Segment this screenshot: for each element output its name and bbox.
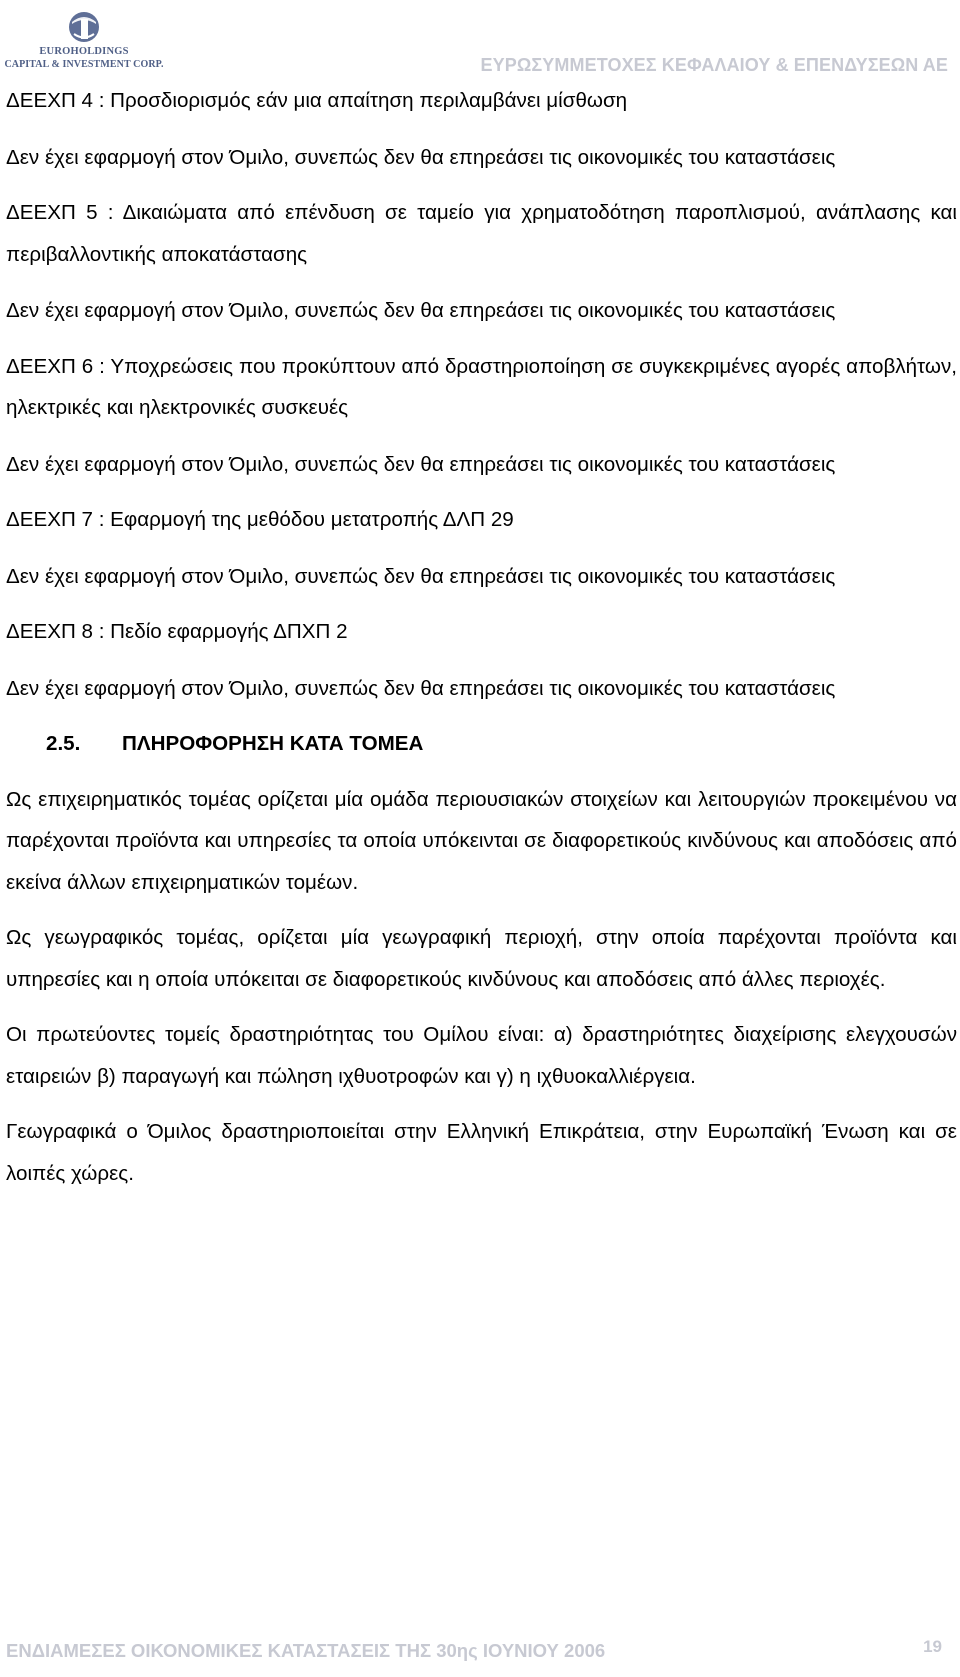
logo-text-line2: CAPITAL & INVESTMENT CORP.: [4, 59, 164, 70]
section-number: 2.5.: [46, 732, 81, 755]
section-paragraph: Ως γεωγραφικός τομέας, ορίζεται μία γεωγραφική περιοχή, στην οποία παρέχονται προϊόντα και υπηρεσίες και η οποία υπόκειται σε διαφορετικούς κινδύνους και αποδόσεις από άλλες περιοχές.: [6, 926, 957, 991]
standard-note: Δεν έχει εφαρμογή στον Όμιλο, συνεπώς δεν θα επηρεάσει τις οικονομικές του καταστάσεις: [6, 452, 836, 476]
company-name-header: ΕΥΡΩΣΥΜΜΕΤΟΧΕΣ ΚΕΦΑΛΑΙΟΥ & ΕΠΕΝΔΥΣΕΩΝ ΑΕ: [480, 55, 948, 75]
section-title-text: ΠΛΗΡΟΦΟΡΗΣΗ ΚΑΤΑ ΤΟΜΕΑ: [122, 732, 424, 755]
standard-heading: ΔΕΕΧΠ 7 : Εφαρμογή της μεθόδου μετατροπής ΔΛΠ 29: [6, 508, 514, 531]
logo-text-line1: EUROHOLDINGS: [39, 46, 129, 57]
section-paragraph: Οι πρωτεύοντες τομείς δραστηριότητας του Ομίλου είναι: α) δραστηριότητες διαχείρισης ελεγχουσών εταιρειών β) παραγωγή και πώληση ιχθυοτροφών και γ) η ιχθυοκαλλιέργεια.: [6, 1023, 957, 1088]
footer-title: ΕΝΔΙΑΜΕΣΕΣ ΟΙΚΟΝΟΜΙΚΕΣ ΚΑΤΑΣΤΑΣΕΙΣ ΤΗΣ 30ης ΙΟΥΝΙΟΥ 2006: [6, 1640, 606, 1661]
page-footer: [0, 1628, 960, 1668]
section-paragraph: Γεωγραφικά ο Όμιλος δραστηριοποιείται στην Ελληνική Επικράτεια, στην Ευρωπαϊκή Ένωση και σε λοιπές χώρες.: [6, 1120, 957, 1185]
standard-heading: ΔΕΕΧΠ 6 : Υποχρεώσεις που προκύπτουν από δραστηριοποίηση σε συγκεκριμένες αγορές αποβλήτων, ηλεκτρικές και ηλεκτρονικές συσκευές: [6, 354, 957, 419]
standard-note: Δεν έχει εφαρμογή στον Όμιλο, συνεπώς δεν θα επηρεάσει τις οικονομικές του καταστάσεις: [6, 676, 836, 700]
standard-note: Δεν έχει εφαρμογή στον Όμιλο, συνεπώς δεν θα επηρεάσει τις οικονομικές του καταστάσεις: [6, 299, 836, 322]
page-number: 19: [923, 1637, 942, 1656]
standard-note: Δεν έχει εφαρμογή στον Όμιλο, συνεπώς δεν θα επηρεάσει τις οικονομικές του καταστάσεις: [6, 145, 836, 169]
standard-heading: ΔΕΕΧΠ 5 : Δικαιώματα από επένδυση σε ταμείο για χρηματοδότηση παροπλισμού, ανάπλασης και περιβαλλοντικής αποκατάστασης: [6, 201, 957, 266]
section-title: [6, 723, 957, 765]
standard-heading: ΔΕΕΧΠ 4 : Προσδιορισμός εάν μια απαίτηση περιλαμβάνει μίσθωση: [6, 89, 628, 112]
section-paragraph: Ως επιχειρηματικός τομέας ορίζεται μία ομάδα περιουσιακών στοιχείων και λειτουργιών προκειμένου να παρέχονται προϊόντα και υπηρεσίες τα οποία υπόκεινται σε διαφορετικούς κινδύνους και αποδόσεις από εκείνα άλλων επιχειρηματικών τομέων.: [6, 787, 957, 894]
document-body: [6, 80, 957, 1208]
standard-note: Δεν έχει εφαρμογή στον Όμιλο, συνεπώς δεν θα επηρεάσει τις οικονομικές του καταστάσεις: [6, 564, 836, 588]
standard-heading: ΔΕΕΧΠ 8 : Πεδίο εφαρμογής ΔΠΧΠ 2: [6, 620, 348, 643]
page-header: [0, 0, 960, 80]
euroholdings-logo-icon: [66, 10, 102, 44]
company-logo: [4, 8, 164, 70]
